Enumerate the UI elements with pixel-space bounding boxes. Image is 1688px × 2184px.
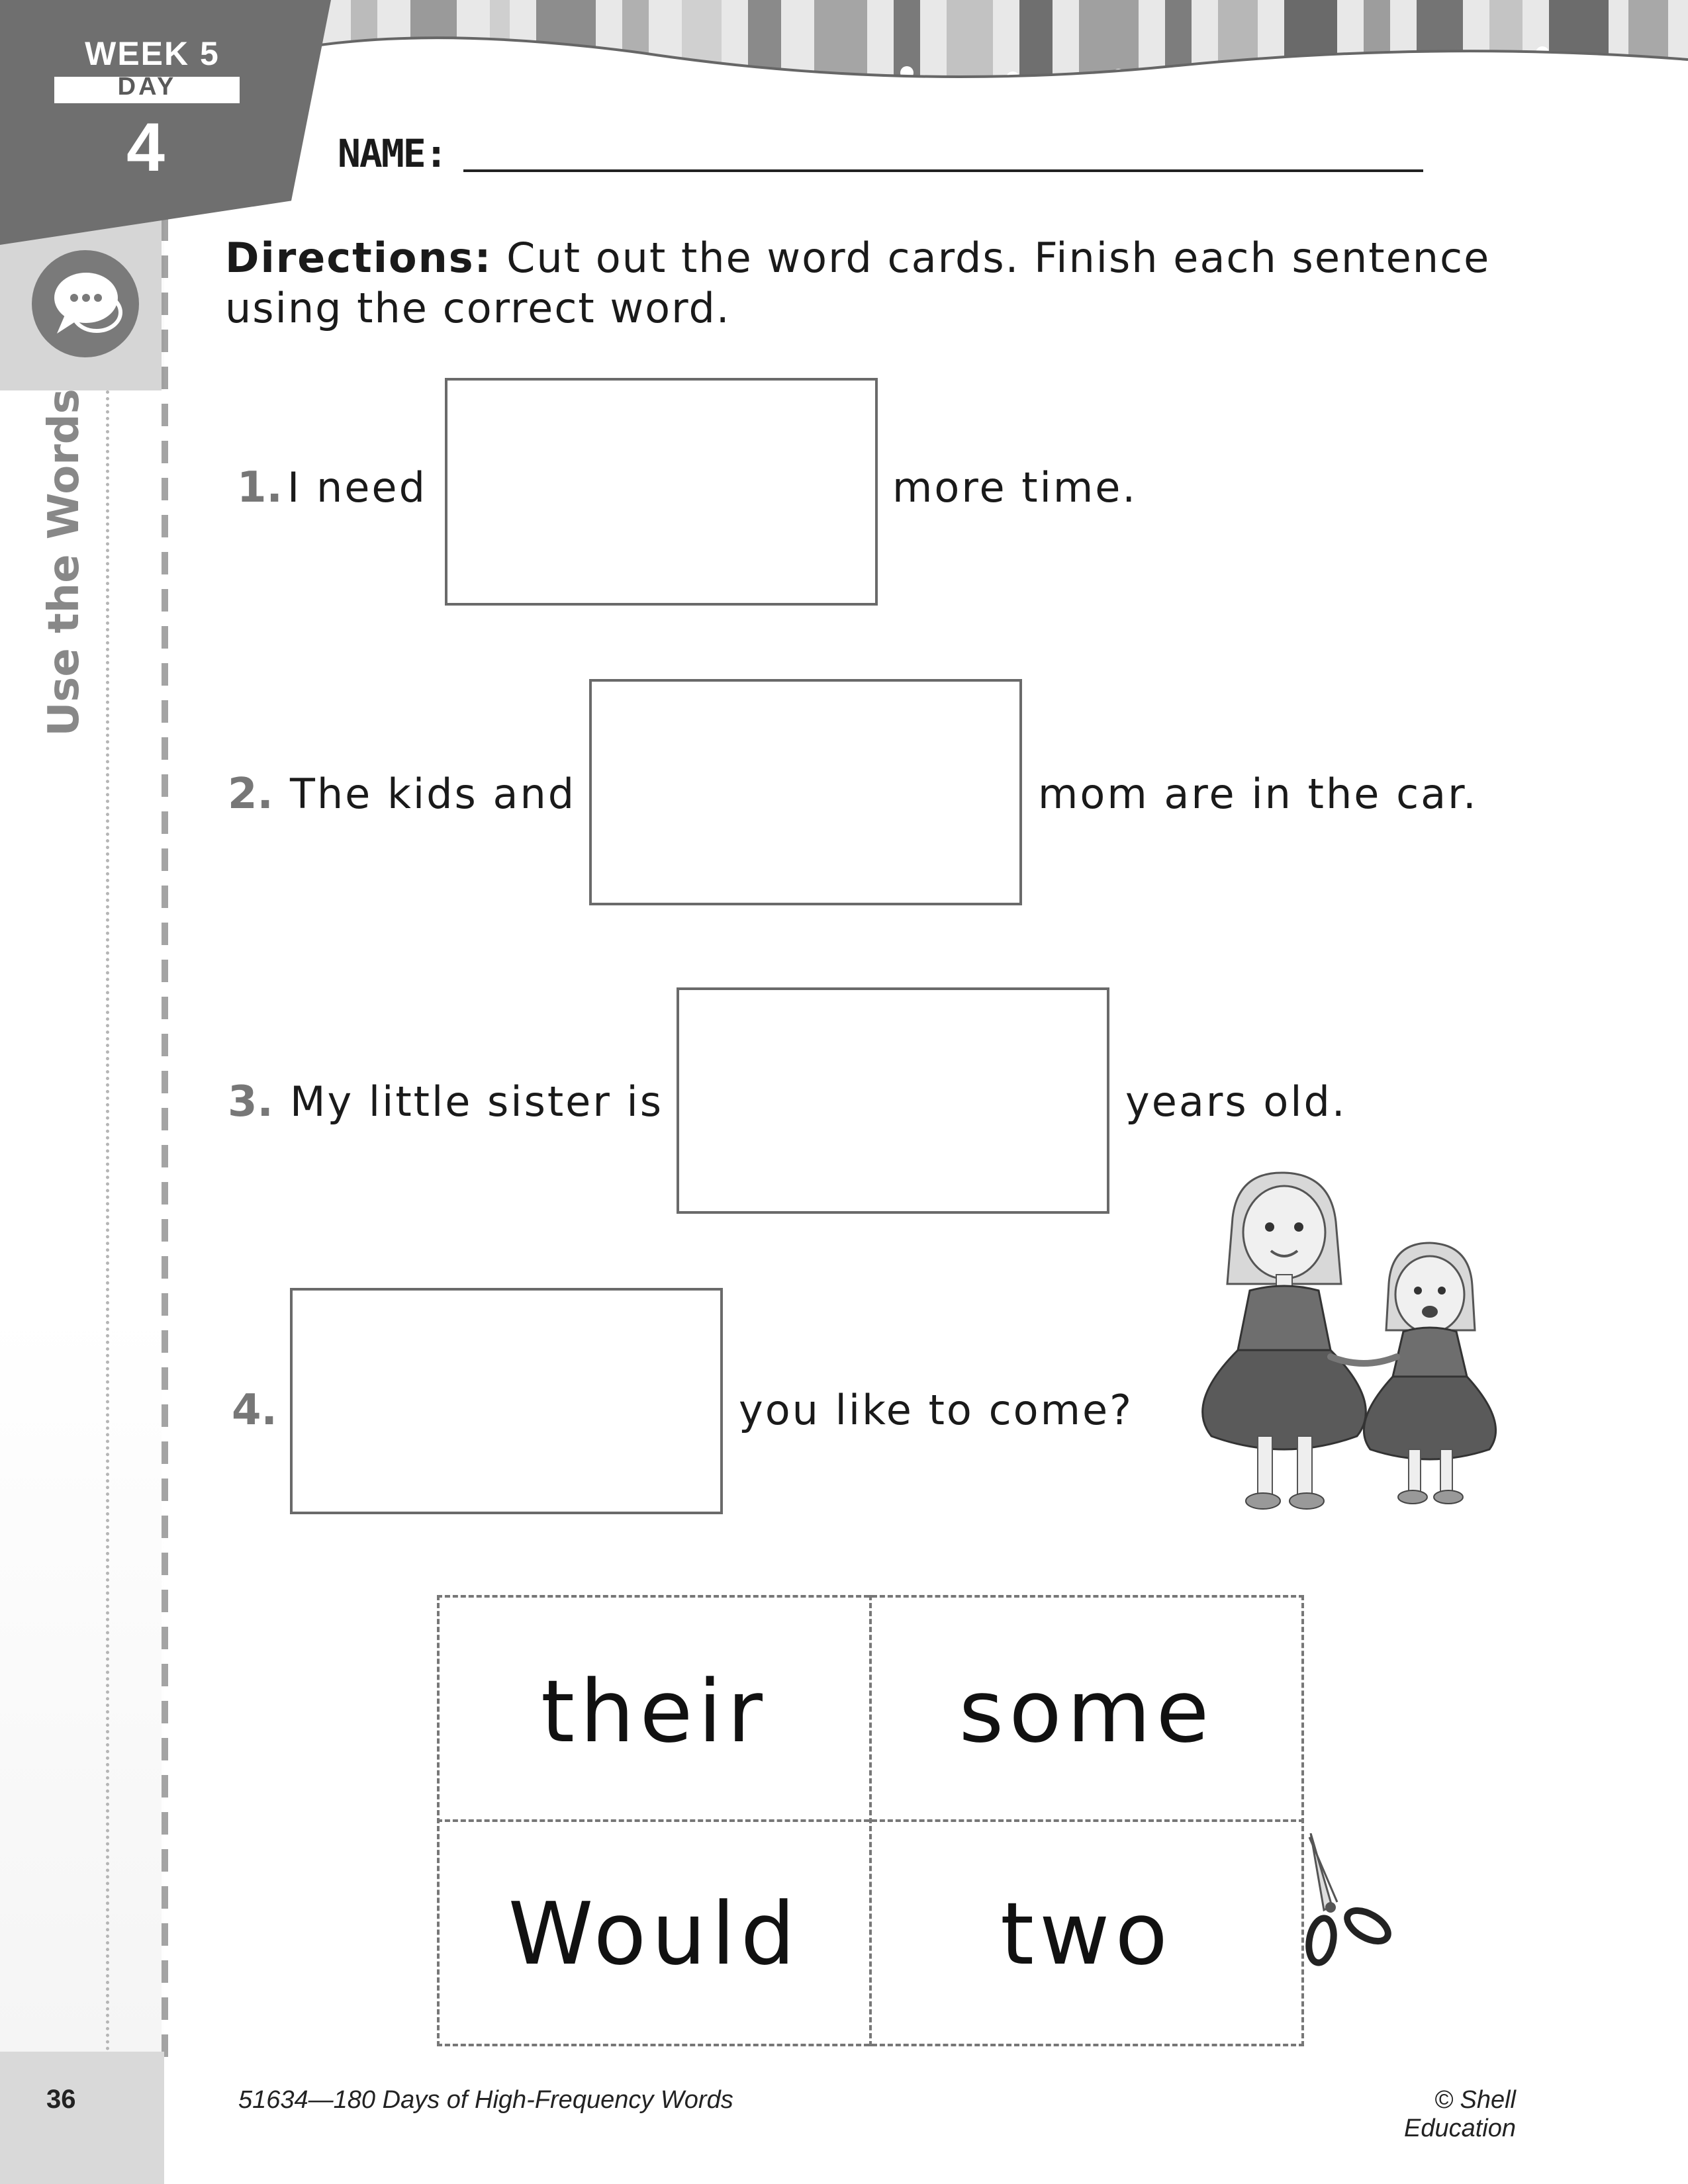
sentence-2-after: mom are in the car. (1038, 770, 1478, 818)
word-card-1[interactable]: their (541, 1661, 768, 1762)
day-label: DAY (117, 73, 177, 101)
chat-bubbles-icon (32, 250, 139, 357)
sentence-1-after: more time. (892, 463, 1138, 512)
word-card-4[interactable]: two (1000, 1884, 1173, 1984)
footer-copyright: © Shell Education (1403, 2086, 1516, 2142)
footer-book-title: 51634—180 Days of High-Frequency Words (238, 2086, 733, 2114)
card-divider-horizontal (437, 1819, 1304, 1822)
name-label: NAME: (338, 131, 447, 176)
sentence-2-number: 2. (228, 770, 273, 819)
sentence-4-blank[interactable] (290, 1288, 723, 1514)
directions (225, 233, 1549, 334)
sentence-1-number: 1. (237, 463, 283, 512)
sentence-4-after: you like to come? (739, 1386, 1134, 1434)
sidebar-rule (162, 218, 168, 2071)
sentence-3-after: years old. (1125, 1077, 1347, 1126)
sentence-4-number: 4. (232, 1386, 277, 1435)
sentence-3-number: 3. (228, 1077, 273, 1126)
directions-line2: using the correct word. (225, 284, 731, 332)
top-decoration (311, 0, 1688, 86)
footer-tab (0, 2052, 164, 2184)
sentence-3-blank[interactable] (677, 987, 1109, 1214)
week-label: WEEK 5 (85, 35, 220, 72)
name-field[interactable] (463, 169, 1423, 172)
sentence-1-blank[interactable] (445, 378, 878, 606)
directions-line1: Cut out the word cards. Finish each sentence (492, 234, 1491, 282)
sentence-1-before: I need (287, 463, 427, 512)
girls-illustration (1178, 1158, 1523, 1529)
sentence-3-before: My little sister is (290, 1077, 664, 1126)
sentence-2-before: The kids and (290, 770, 577, 818)
page-number: 36 (46, 2085, 76, 2114)
section-label: Use the Words (40, 388, 89, 737)
scissors-icon (1297, 1833, 1403, 1979)
sentence-2-blank[interactable] (589, 679, 1022, 905)
directions-label: Directions: (225, 234, 492, 282)
word-card-2[interactable]: some (959, 1661, 1215, 1762)
sidebar-dotted-line (106, 390, 109, 2111)
day-number: 4 (126, 109, 165, 186)
word-card-3[interactable]: Would (508, 1884, 801, 1984)
